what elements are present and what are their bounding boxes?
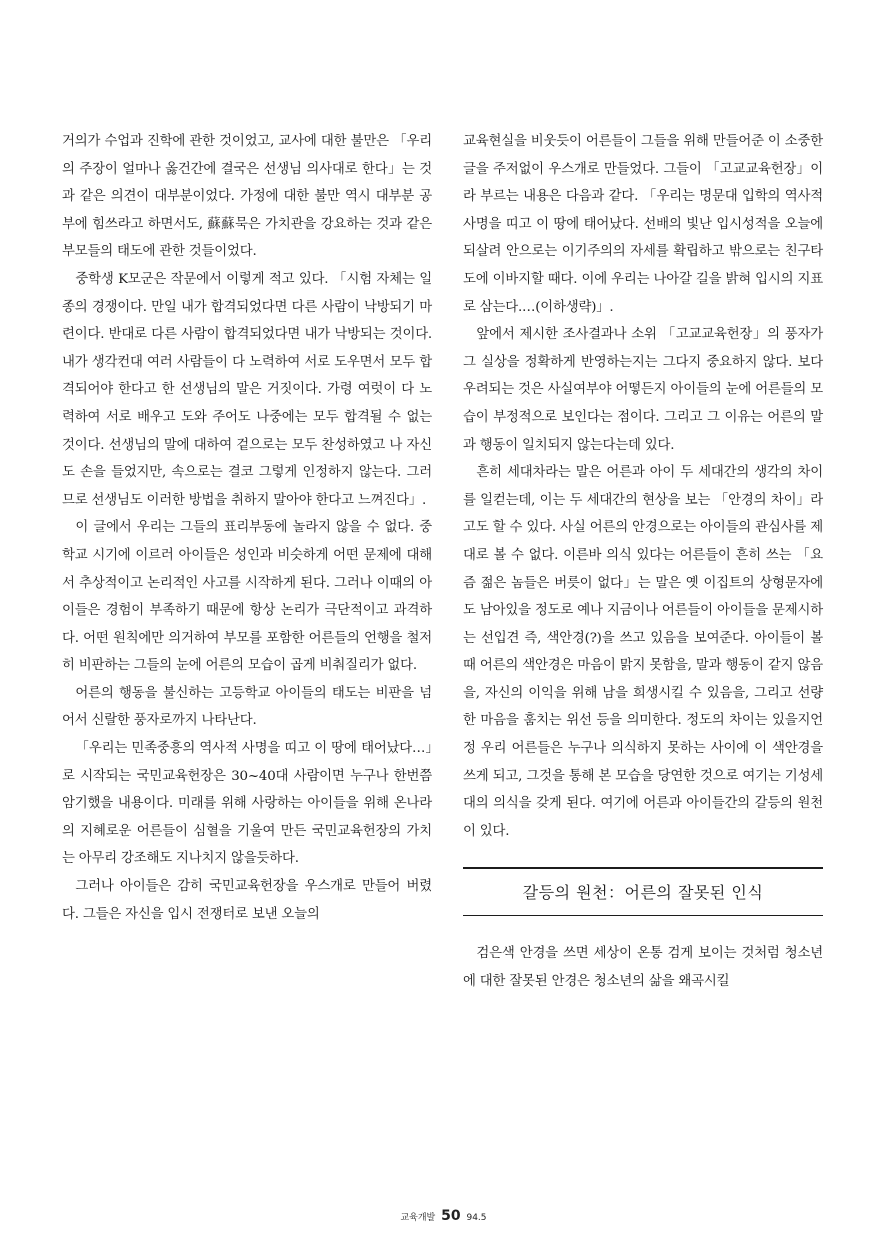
right-column [463, 128, 823, 996]
page-footer [0, 1208, 887, 1224]
body-paragraph: 「우리는 민족중흥의 역사적 사명을 띠고 이 땅에 태어났다…」로 시작되는 국민교육헌장은 30~40대 사람이면 누구나 한번쯤 암기했을 내용이다. 미래를 위해 사랑하는 아이들을 위해 온나라의 지혜로운 어른들이 심혈을 기울여 만든 국민교육헌장의 가치는 아무리 강조해도 지나치지 않을듯하다. [62, 741, 432, 867]
body-paragraph: 어른의 행동을 불신하는 고등학교 아이들의 태도는 비판을 넘어서 신랄한 풍자로까지 나타난다. [62, 685, 432, 729]
body-paragraph: 교육현실을 비웃듯이 어른들이 그들을 위해 만들어준 이 소중한 글을 주저없이 우스개로 만들었다. 그들이 「고교교육헌장」이라 부르는 내용은 다음과 같다. 「우리는 명문대 입학의 역사적 사명을 띠고 이 땅에 태어났다. 선배의 빛난 입시성적을 오늘에 되살려 안으로는 이기주의의 자세를 확립하고 밖으로는 친구타도에 이바지할 때다. 이에 우리는 나아갈 길을 밝혀 입시의 지표로 삼는다.…(이하생략)」. [463, 134, 823, 315]
issue-number: 94.5 [466, 1213, 487, 1223]
body-paragraph: 중학생 K모군은 작문에서 이렇게 적고 있다. 「시험 자체는 일종의 경쟁이다. 만일 내가 합격되었다면 다른 사람이 낙방되기 마련이다. 반대로 다른 사람이 합격되었다면 내가 낙방되는 것이다. 내가 생각컨대 여러 사람들이 다 노력하여 서로 도우면서 모두 합격되어야 한다고 한 선생님의 말은 거짓이다. 가령 여럿이 다 노력하여 서로 배우고 도와 주어도 나중에는 모두 합격될 수 없는 것이다. 선생님의 말에 대하여 겉으로는 모두 찬성하였고 나 자신도 손을 들었지만, 속으로는 결코 그렇게 인정하지 않는다. 그러므로 선생님도 이러한 방법을 취하지 말아야 한다고 느껴진다」. [62, 271, 432, 508]
section-heading-text: 갈등의 원천：어른의 잘못된 인식 [522, 882, 764, 902]
body-paragraph: 검은색 안경을 쓰면 세상이 온통 검게 보이는 것처럼 청소년에 대한 잘못된 안경은 청소년의 삶을 왜곡시킬 [463, 946, 823, 990]
page-number: 50 [441, 1208, 461, 1224]
magazine-name: 교육개발 [400, 1213, 436, 1223]
body-paragraph: 앞에서 제시한 조사결과나 소위 「고교교육헌장」의 풍자가 그 실상을 정확하게 반영하는지는 그다지 중요하지 않다. 보다 우려되는 것은 사실여부야 어떻든지 아이들의 눈에 어른들의 모습이 부정적으로 보인다는 점이다. 그리고 그 이유는 어른의 말과 행동이 일치되지 않는다는데 있다. [463, 327, 823, 453]
body-paragraph: 거의가 수업과 진학에 관한 것이었고, 교사에 대한 불만은 「우리의 주장이 얼마나 옳건간에 결국은 선생님 의사대로 한다」는 것과 같은 의견이 대부분이었다. 가정에 대한 불만 역시 대부분 공부에 힘쓰라고 하면서도, 蘇蘇묵은 가치관을 강요하는 것과 같은 부모들의 태도에 관한 것들이었다. [62, 134, 432, 260]
body-paragraph: 이 글에서 우리는 그들의 표리부동에 놀라지 않을 수 없다. 중학교 시기에 이르러 아이들은 성인과 비슷하게 어떤 문제에 대해서 추상적이고 논리적인 사고를 시작하게 된다. 그러나 이때의 아이들은 경험이 부족하기 때문에 항상 논리가 극단적이고 과격하다. 어떤 원칙에만 의거하여 부모를 포함한 어른들의 언행을 철저히 비판하는 그들의 눈에 어른의 모습이 곱게 비춰질리가 없다. [62, 520, 432, 674]
body-paragraph: 그러나 아이들은 감히 국민교육헌장을 우스개로 만들어 버렸다. 그들은 자신을 입시 전쟁터로 보낸 오늘의 [62, 879, 432, 922]
section-heading [463, 867, 823, 916]
body-paragraph: 흔히 세대차라는 말은 어른과 아이 두 세대간의 생각의 차이를 일컫는데, 이는 두 세대간의 현상을 보는 「안경의 차이」라고도 할 수 있다. 사실 어른의 안경으로는 아이들의 관심사를 제대로 볼 수 없다. 이른바 의식 있다는 어른들이 흔히 쓰는 「요즘 젊은 놈들은 버릇이 없다」는 말은 옛 이집트의 상형문자에도 남아있을 정도로 예나 지금이나 어른들이 아이들을 문제시하는 선입견 즉, 색안경(?)을 쓰고 있음을 보여준다. 아이들이 볼 때 어른의 색안경은 마음이 맑지 못함을, 말과 행동이 같지 않음을, 자신의 이익을 위해 남을 희생시킬 수 있음을, 그리고 선량한 마음을 훔치는 위선 등을 의미한다. 정도의 차이는 있을지언정 우리 어른들은 누구나 의식하지 못하는 사이에 이 색안경을 쓰게 되고, 그것을 통해 본 모습을 당연한 것으로 여기는 기성세대의 의식을 갖게 된다. 여기에 어른과 아이들간의 갈등의 원천이 있다. [463, 465, 823, 839]
left-column [62, 128, 432, 928]
